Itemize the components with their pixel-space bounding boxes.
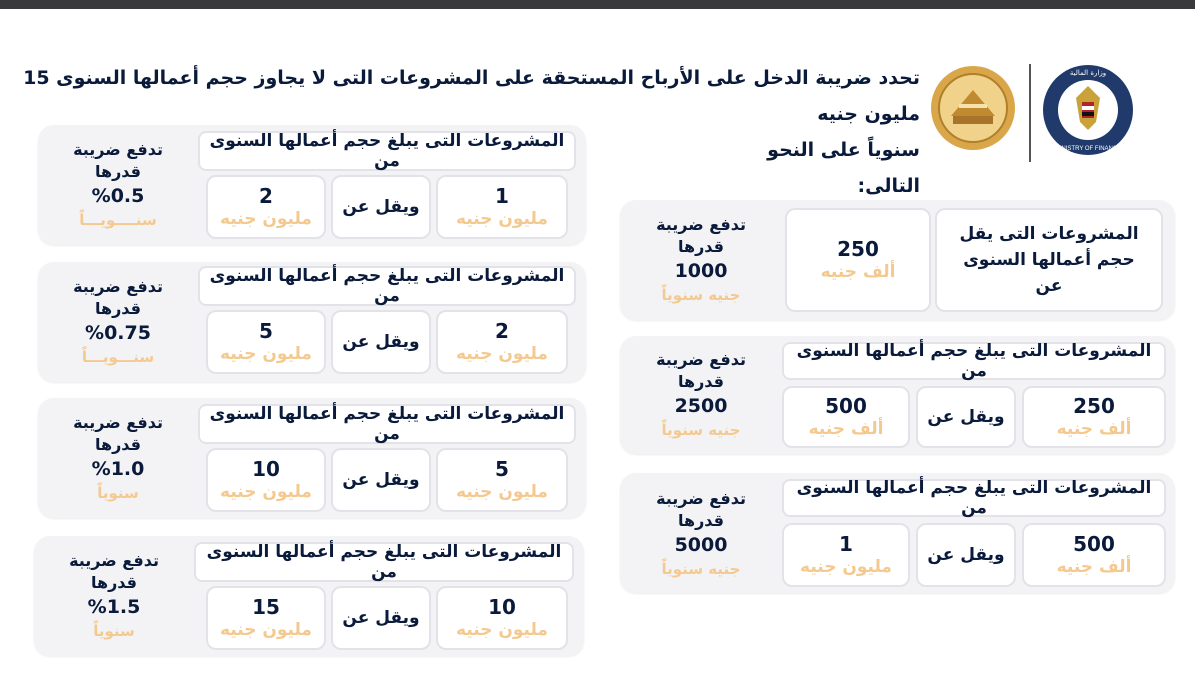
tier-upper-bound xyxy=(206,448,326,512)
tier-lower-unit-text: ألف جنيه xyxy=(1056,419,1132,439)
tier-lower-num-text: 5 xyxy=(495,457,509,481)
tier-tax-rate-text: %0.5 xyxy=(91,185,145,207)
tier-tax-amount xyxy=(620,206,782,314)
tier-upper-bound xyxy=(782,386,910,448)
tier-upper-num-text: 1 xyxy=(839,532,853,556)
tier-lower-unit-text: مليون جنيه xyxy=(456,482,548,502)
tier-lower-unit-text: ألف جنيه xyxy=(1056,557,1132,577)
tier-lower-bound xyxy=(436,448,568,512)
tier-upper-num-text: 2 xyxy=(259,184,273,208)
tier-lower-unit-text: مليون جنيه xyxy=(456,620,548,640)
mof-arabic-text: وزارة المالية xyxy=(1069,69,1107,77)
tier-tax-period-text: سنوياً xyxy=(97,484,139,502)
tier-tax-period-text: جنيه سنوياً xyxy=(661,560,741,578)
tier-row-1m-2m xyxy=(38,125,586,245)
tier-upper-bound xyxy=(206,310,326,374)
tier-row-under-250k xyxy=(620,200,1175,320)
tier-lower-unit-text: مليون جنيه xyxy=(456,344,548,364)
top-bar xyxy=(0,0,1195,9)
tier-tax-period-text: سنوياً xyxy=(93,622,135,640)
tier-tax-amount xyxy=(620,340,782,450)
tier-header-text: المشروعات التى يبلغ حجم أعمالها السنوى من xyxy=(206,542,562,582)
tier-tax-amount xyxy=(34,540,194,652)
tier-upper-num-text: 5 xyxy=(259,319,273,343)
tier-upper-unit-text: مليون جنيه xyxy=(220,209,312,229)
tier-upper-num-text: 500 xyxy=(825,394,867,418)
tier-tax-rate-text: %1.5 xyxy=(87,596,141,618)
tier-upper-num-text: 250 xyxy=(837,237,879,261)
tier-lower-bound xyxy=(1022,523,1166,587)
ministry-of-finance-logo xyxy=(1042,64,1134,156)
tier-header xyxy=(198,131,576,171)
tier-tax-l2-text: قدرها xyxy=(90,573,138,592)
tier-tax-l2-text: قدرها xyxy=(677,511,725,530)
tier-tax-l2-text: قدرها xyxy=(677,372,725,391)
tier-tax-amount xyxy=(38,266,198,378)
tier-tax-amount xyxy=(620,479,782,589)
tier-tax-l1-text: تدفع ضريبة xyxy=(69,551,159,570)
tier-tax-l2-text: قدرها xyxy=(94,162,142,181)
tier-upper-unit-text: ألف جنيه xyxy=(808,419,884,439)
tier-mid-text: ويقل عن xyxy=(927,545,1005,565)
tier-row-10m-15m xyxy=(34,536,584,656)
tier-connector xyxy=(331,175,431,239)
tier-upper-bound xyxy=(206,586,326,650)
tier-tax-l1-text: تدفع ضريبة xyxy=(656,215,746,234)
tier-row-2m-5m xyxy=(38,262,586,382)
tier-connector xyxy=(331,310,431,374)
tier-mid-text: ويقل عن xyxy=(342,470,420,490)
tier-tax-rate-text: 1000 xyxy=(674,260,728,282)
tier-lower-num-text: 2 xyxy=(495,319,509,343)
tier-lower-bound xyxy=(436,175,568,239)
tier-lower-num-text: 250 xyxy=(1073,394,1115,418)
tier-tax-period-text: سنـــويـــاً xyxy=(81,348,155,366)
tier-tax-rate-text: 5000 xyxy=(674,534,728,556)
tier-upper-unit-text: مليون جنيه xyxy=(220,344,312,364)
tier-upper-num-text: 15 xyxy=(252,595,280,619)
tier-tax-l2-text: قدرها xyxy=(677,237,725,256)
tier-upper-unit-text: مليون جنيه xyxy=(220,620,312,640)
tier-header xyxy=(198,404,576,444)
tier-tax-l2-text: قدرها xyxy=(94,299,142,318)
tier-tax-period-text: جنيه سنوياً xyxy=(661,421,741,439)
tier-header-text: المشروعات التى يبلغ حجم أعمالها السنوى من xyxy=(209,131,565,171)
tier-header-text: المشروعات التى يقل حجم أعمالها السنوى عن xyxy=(959,224,1139,296)
logo-divider xyxy=(1029,64,1031,162)
tier-header xyxy=(782,342,1166,380)
mof-english-text: MINISTRY OF FINANCE xyxy=(1054,146,1122,152)
tier-mid-text: ويقل عن xyxy=(342,608,420,628)
tier-lower-num-text: 10 xyxy=(488,595,516,619)
tier-lower-bound xyxy=(436,310,568,374)
tier-tax-amount xyxy=(38,402,198,514)
tier-header xyxy=(198,266,576,306)
tier-tax-l1-text: تدفع ضريبة xyxy=(73,413,163,432)
tier-connector xyxy=(331,586,431,650)
tier-header xyxy=(194,542,574,582)
heading-line-1: تحدد ضريبة الدخل على الأرباح المستحقة على المشروعات التى لا يجاوز حجم أعمالها السنوى 15 مليون جنيه xyxy=(23,67,920,125)
tier-tax-l2-text: قدرها xyxy=(94,435,142,454)
tier-tax-period-text: جنيه سنوياً xyxy=(661,286,741,304)
tier-upper-bound xyxy=(785,208,931,312)
tier-mid-text: ويقل عن xyxy=(342,332,420,352)
tier-tax-rate-text: %1.0 xyxy=(91,458,145,480)
tier-tax-rate-text: %0.75 xyxy=(85,322,151,344)
tier-tax-l1-text: تدفع ضريبة xyxy=(656,350,746,369)
tier-tax-l1-text: تدفع ضريبة xyxy=(656,489,746,508)
tier-row-250k-500k xyxy=(620,336,1175,454)
tier-connector xyxy=(331,448,431,512)
tier-lower-num-text: 500 xyxy=(1073,532,1115,556)
tier-header xyxy=(935,208,1163,312)
tax-authority-logo xyxy=(929,64,1017,152)
tier-upper-unit-text: مليون جنيه xyxy=(800,557,892,577)
tier-tax-period-text: سنــــويـــاً xyxy=(79,211,157,229)
tier-upper-unit-text: مليون جنيه xyxy=(220,482,312,502)
tier-tax-l1-text: تدفع ضريبة xyxy=(73,140,163,159)
tier-tax-amount xyxy=(38,129,198,241)
tier-upper-bound xyxy=(206,175,326,239)
tier-upper-unit-text: ألف جنيه xyxy=(820,262,896,282)
tier-row-5m-10m xyxy=(38,398,586,518)
tier-header-text: المشروعات التى يبلغ حجم أعمالها السنوى من xyxy=(796,341,1152,381)
tier-mid-text: ويقل عن xyxy=(342,197,420,217)
tier-tax-l1-text: تدفع ضريبة xyxy=(73,277,163,296)
tier-upper-num-text: 10 xyxy=(252,457,280,481)
tier-tax-rate-text: 2500 xyxy=(674,395,728,417)
tier-lower-unit-text: مليون جنيه xyxy=(456,209,548,229)
tier-lower-bound xyxy=(436,586,568,650)
tier-header-text: المشروعات التى يبلغ حجم أعمالها السنوى من xyxy=(209,404,565,444)
tier-lower-bound xyxy=(1022,386,1166,448)
tier-header-text: المشروعات التى يبلغ حجم أعمالها السنوى من xyxy=(209,266,565,306)
tier-header xyxy=(782,479,1166,517)
tier-header-text: المشروعات التى يبلغ حجم أعمالها السنوى من xyxy=(796,478,1152,518)
tier-connector xyxy=(916,386,1016,448)
tier-connector xyxy=(916,523,1016,587)
tier-upper-bound xyxy=(782,523,910,587)
heading-line-2: سنوياً على النحو التالى: xyxy=(767,139,920,197)
tier-row-500k-1m xyxy=(620,473,1175,593)
tier-lower-num-text: 1 xyxy=(495,184,509,208)
tier-mid-text: ويقل عن xyxy=(927,407,1005,427)
